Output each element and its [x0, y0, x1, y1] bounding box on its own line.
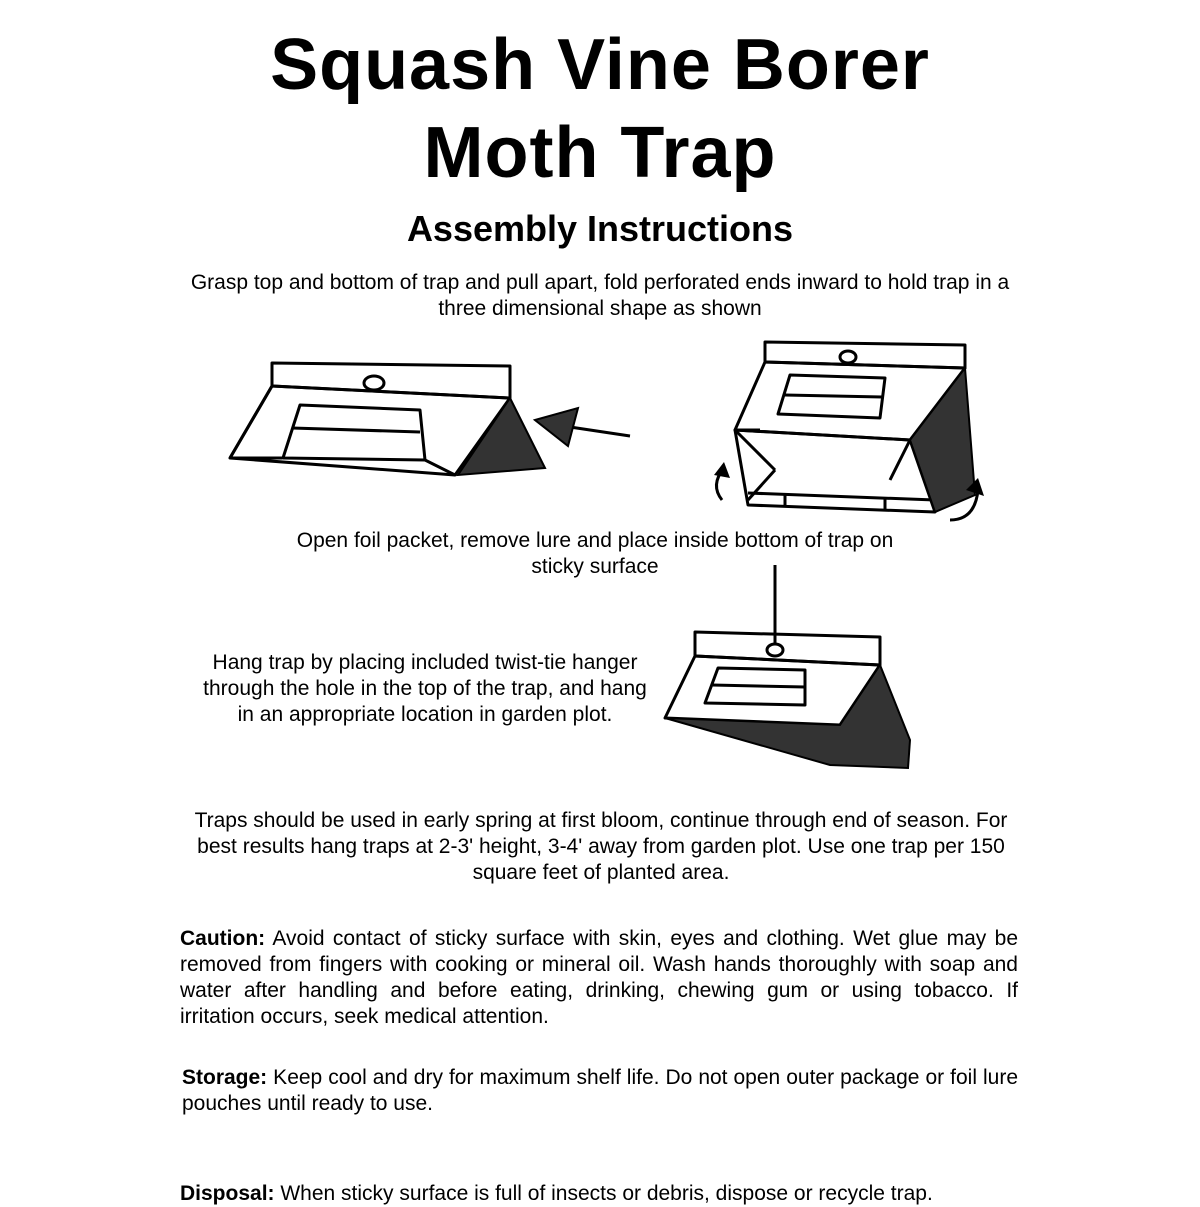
disposal-paragraph [180, 1181, 1040, 1207]
title-line-2: Moth Trap [423, 113, 777, 193]
disposal-label: Disposal: [180, 1182, 275, 1205]
caution-paragraph [180, 926, 1018, 1030]
disposal-text: When sticky surface is full of insects or debris, dispose or recycle trap. [274, 1182, 933, 1205]
storage-label: Storage: [182, 1066, 268, 1089]
step2-text: Open foil packet, remove lure and place inside bottom of trap on sticky surface [296, 529, 894, 578]
subtitle: Assembly Instructions [406, 208, 794, 249]
usage-paragraph: Traps should be used in early spring at first bloom, continue through end of season. For best results hang traps at 2-3' height, 3-4' away from garden plot. Use one trap per 150 square feet of planted area. [194, 809, 1008, 884]
storage-text: Keep cool and dry for maximum shelf life. Do not open outer package or foil lure pouches until ready to use. [182, 1066, 1018, 1115]
step3-text: Hang trap by placing included twist-tie hanger through the hole in the top of the trap, and hang in an appropriate location in garden plot. [203, 651, 647, 726]
step1-text: Grasp top and bottom of trap and pull apart, fold perforated ends inward to hold trap in a three dimensional shape as shown [190, 271, 1010, 320]
storage-paragraph [182, 1065, 1018, 1117]
title-line-1: Squash Vine Borer [270, 25, 930, 105]
caution-label: Caution: [180, 927, 266, 950]
caution-text: Avoid contact of sticky surface with skin, eyes and clothing. Wet glue may be removed from fingers with cooking or mineral oil. Wash hands thoroughly with soap and water after handling and before eating, drinking, chewing gum or using tobacco. If irritation occurs, seek medical attention. [180, 927, 1018, 1028]
